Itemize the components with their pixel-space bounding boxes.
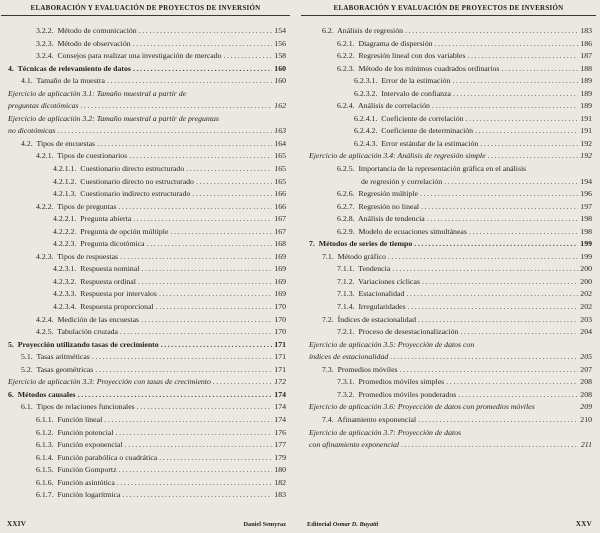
entry-page-number: 199 bbox=[580, 239, 592, 249]
entry-page-number: 191 bbox=[580, 113, 592, 123]
dot-leader bbox=[159, 288, 272, 301]
dot-leader bbox=[420, 188, 578, 201]
dot-leader bbox=[458, 389, 578, 402]
entry-page-number: 171 bbox=[274, 339, 286, 349]
toc-entry bbox=[337, 276, 592, 289]
entry-page-number: 194 bbox=[580, 176, 592, 186]
entry-text: 7.3.1. Promedios móviles simples bbox=[337, 377, 445, 387]
entry-page-number: 170 bbox=[274, 327, 286, 337]
dot-leader bbox=[446, 376, 578, 389]
entry-text: 6.1.7. Función logarítmica bbox=[36, 490, 121, 500]
entry-text: 4.2. Tipos de encuestas bbox=[21, 138, 96, 148]
toc-entry bbox=[36, 489, 286, 502]
toc-entry bbox=[36, 50, 286, 63]
dot-leader bbox=[475, 125, 578, 138]
toc-entry bbox=[53, 276, 286, 289]
toc-entry bbox=[36, 439, 286, 452]
toc-entry bbox=[354, 125, 592, 138]
entry-text: 6.2.6. Regresión múltiple bbox=[337, 189, 418, 199]
entry-text: 6.1.2. Función potencial bbox=[36, 427, 114, 437]
entry-page-number: 198 bbox=[580, 226, 592, 236]
entry-text: 6.2.5. Importancia de la representación gráfica en el análisis bbox=[337, 164, 527, 174]
publisher-label: Editorial bbox=[307, 521, 332, 528]
toc-entry bbox=[53, 163, 286, 176]
entry-page-number: 189 bbox=[580, 101, 592, 111]
entry-page-number: 169 bbox=[274, 289, 286, 299]
entry-page-number: 196 bbox=[580, 189, 592, 199]
toc-entry bbox=[337, 63, 592, 76]
entry-text: Ejercicio de aplicación 3.7: Proyección de datos bbox=[309, 427, 462, 437]
dot-leader bbox=[129, 150, 272, 163]
folio-left: XXIV bbox=[7, 520, 27, 528]
dot-leader bbox=[418, 314, 578, 327]
toc-entry bbox=[8, 100, 286, 113]
dot-leader bbox=[159, 452, 272, 465]
entry-text: 4.2.1.3. Cuestionario indirecto estructurado bbox=[53, 189, 191, 199]
toc-entry bbox=[53, 213, 286, 226]
entry-text: 6.2.4. Análisis de correlación bbox=[337, 101, 430, 111]
toc-entry bbox=[309, 150, 592, 163]
toc-entry bbox=[309, 351, 592, 364]
page-header-title: ELABORACIÓN Y EVALUACIÓN DE PROYECTOS DE INVERSIÓN bbox=[333, 4, 564, 12]
entry-text: 5.1. Tasas aritméticas bbox=[21, 352, 90, 362]
entry-text: Ejercicio de aplicación 3.5: Proyección de datos con bbox=[309, 339, 475, 349]
entry-text: 6.1.4. Función parabólica o cuadrática bbox=[36, 452, 158, 462]
toc-entry bbox=[36, 427, 286, 440]
toc-entry bbox=[322, 414, 592, 427]
entry-page-number: 168 bbox=[274, 239, 286, 249]
toc-entry bbox=[36, 452, 286, 465]
entry-page-number: 171 bbox=[274, 352, 286, 362]
toc-entry bbox=[36, 414, 286, 427]
dot-leader bbox=[453, 88, 578, 101]
entry-page-number: 165 bbox=[274, 151, 286, 161]
author-credit: Daniel Semyraz bbox=[243, 521, 286, 528]
toc-entry bbox=[322, 314, 592, 327]
entry-page-number: 165 bbox=[274, 164, 286, 174]
dot-leader bbox=[141, 314, 272, 327]
page-left bbox=[1, 0, 290, 533]
toc-entry bbox=[53, 238, 286, 251]
entry-page-number: 199 bbox=[580, 251, 592, 261]
entry-text: 6.2.4.1. Coeficiente de correlación bbox=[354, 113, 464, 123]
toc-entry bbox=[36, 464, 286, 477]
toc-entry bbox=[309, 401, 592, 414]
entry-text: 6.2.7. Regresión no lineal bbox=[337, 201, 420, 211]
dot-leader bbox=[57, 125, 272, 138]
dot-leader bbox=[401, 439, 579, 452]
dot-leader bbox=[95, 364, 272, 377]
dot-leader bbox=[460, 326, 578, 339]
toc-entry bbox=[53, 176, 286, 189]
dot-leader bbox=[224, 50, 273, 63]
dot-leader bbox=[104, 414, 272, 427]
entry-page-number: 167 bbox=[274, 226, 286, 236]
dot-leader bbox=[406, 288, 578, 301]
entry-text: 3.2.3. Método de observación bbox=[36, 38, 131, 48]
entry-page-number: 203 bbox=[580, 314, 592, 324]
toc-entry bbox=[53, 263, 286, 276]
entry-text: Ejercicio de aplicación 3.6: Proyección de datos con promedios móviles bbox=[309, 402, 535, 412]
dot-leader bbox=[133, 63, 272, 76]
toc-entry bbox=[337, 163, 592, 176]
entry-text: 6.2.4.3. Error estándar de la estimación bbox=[354, 138, 479, 148]
toc-entry bbox=[354, 75, 592, 88]
toc-entry bbox=[36, 314, 286, 327]
toc-entry bbox=[8, 63, 286, 76]
dot-leader bbox=[120, 326, 272, 339]
dot-leader bbox=[107, 75, 272, 88]
dot-leader bbox=[192, 188, 272, 201]
entry-page-number: 183 bbox=[274, 490, 286, 500]
dot-leader bbox=[81, 100, 273, 113]
entry-text: Ejercicio de aplicación 3.4: Análisis de regresión simple bbox=[309, 151, 486, 161]
entry-page-number: 177 bbox=[274, 440, 286, 450]
entry-page-number: 208 bbox=[580, 377, 592, 387]
entry-text: 4.1. Tamaño de la muestra bbox=[21, 76, 105, 86]
dot-leader bbox=[390, 351, 578, 364]
entry-text: 5.2. Tasas geométricas bbox=[21, 364, 94, 374]
toc-list-left bbox=[1, 16, 290, 502]
dot-leader bbox=[120, 251, 272, 264]
entry-text: 4.2.3.2. Respuesta ordinal bbox=[53, 276, 136, 286]
entry-page-number: 183 bbox=[580, 26, 592, 35]
toc-entry bbox=[337, 100, 592, 113]
entry-text: 6.1. Tipos de relaciones funcionales bbox=[21, 402, 135, 412]
dot-leader bbox=[139, 25, 273, 38]
entry-page-number: 163 bbox=[274, 126, 286, 136]
dot-leader bbox=[133, 38, 273, 51]
page-footer-right bbox=[307, 520, 592, 528]
toc-list-right bbox=[301, 16, 596, 452]
dot-leader bbox=[400, 364, 579, 377]
dot-leader bbox=[405, 25, 578, 38]
dot-leader bbox=[213, 376, 272, 389]
toc-entry bbox=[309, 439, 592, 452]
dot-leader bbox=[147, 238, 273, 251]
page-right bbox=[301, 0, 596, 533]
dot-leader bbox=[92, 351, 272, 364]
toc-entry bbox=[309, 427, 592, 440]
entry-page-number: 197 bbox=[580, 201, 592, 211]
entry-page-number: 204 bbox=[580, 327, 592, 337]
entry-text: 6.2.8. Análisis de tendencia bbox=[337, 214, 425, 224]
entry-page-number: 170 bbox=[274, 302, 286, 312]
entry-page-number: 200 bbox=[580, 264, 592, 274]
dot-leader bbox=[422, 276, 578, 289]
entry-page-number: 172 bbox=[274, 377, 286, 387]
toc-entry bbox=[36, 326, 286, 339]
toc-entry bbox=[21, 351, 286, 364]
toc-entry bbox=[36, 25, 286, 38]
entry-text: 4.2.1.1. Cuestionario directo estructurado bbox=[53, 164, 185, 174]
entry-page-number: 170 bbox=[274, 314, 286, 324]
dot-leader bbox=[161, 339, 273, 352]
toc-entry bbox=[36, 150, 286, 163]
dot-leader bbox=[435, 38, 579, 51]
dot-leader bbox=[125, 439, 273, 452]
entry-page-number: 169 bbox=[274, 264, 286, 274]
entry-text: 6.1.6. Función asintótica bbox=[36, 477, 115, 487]
toc-entry bbox=[21, 75, 286, 88]
entry-page-number: 156 bbox=[274, 38, 286, 48]
toc-entry bbox=[21, 364, 286, 377]
entry-page-number: 176 bbox=[274, 427, 286, 437]
toc-entry bbox=[337, 38, 592, 51]
entry-text: 4.2.2.2. Pregunta de opción múltiple bbox=[53, 226, 169, 236]
entry-page-number: 171 bbox=[274, 364, 286, 374]
entry-page-number: 211 bbox=[580, 440, 592, 450]
entry-text: 6.1.1. Función lineal bbox=[36, 414, 103, 424]
entry-page-number: 189 bbox=[580, 88, 592, 98]
entry-page-number: 202 bbox=[580, 289, 592, 299]
dot-leader bbox=[392, 263, 578, 276]
entry-text: 6.2.2. Regresión lineal con dos variables bbox=[337, 51, 466, 61]
toc-entry bbox=[36, 477, 286, 490]
entry-page-number: 162 bbox=[274, 101, 286, 111]
toc-entry bbox=[337, 188, 592, 201]
entry-text: 4.2.2.1. Pregunta abierta bbox=[53, 214, 132, 224]
entry-text: 7.4. Afinamiento exponencial bbox=[322, 414, 417, 424]
dot-leader bbox=[418, 414, 578, 427]
dot-leader bbox=[414, 238, 578, 251]
page-footer-left bbox=[7, 520, 286, 528]
toc-entry bbox=[337, 326, 592, 339]
entry-text: 7.1.1. Tendencia bbox=[337, 264, 391, 274]
page-header-title: ELABORACIÓN Y EVALUACIÓN DE PROYECTOS DE INVERSIÓN bbox=[30, 4, 261, 12]
entry-text: 6.2.1. Diagrama de dispersión bbox=[337, 38, 433, 48]
entry-text: 7.2. Índices de estacionalidad bbox=[322, 314, 416, 324]
entry-page-number: 166 bbox=[274, 189, 286, 199]
entry-text: Ejercicio de aplicación 3.3: Proyección con tasas de crecimiento bbox=[8, 377, 211, 387]
page-header-left bbox=[1, 4, 290, 16]
publisher-name: Osmar D. Buyatti bbox=[332, 521, 379, 528]
toc-entry bbox=[8, 376, 286, 389]
dot-leader bbox=[133, 213, 272, 226]
entry-text: 5. Proyección utilizando tasas de crecimiento bbox=[8, 339, 159, 349]
toc-entry bbox=[337, 50, 592, 63]
dot-leader bbox=[444, 176, 578, 189]
dot-leader bbox=[452, 75, 578, 88]
entry-text: con afinamiento exponencial bbox=[309, 440, 400, 450]
entry-text: 7.1. Método gráfico bbox=[322, 251, 386, 261]
entry-page-number: 160 bbox=[274, 76, 286, 86]
toc-entry bbox=[53, 301, 286, 314]
dot-leader bbox=[488, 150, 579, 163]
entry-text: 7.2.1. Proceso de desestacionalización bbox=[337, 327, 459, 337]
entry-text: índices de estacionalidad bbox=[309, 352, 389, 362]
folio-right: XXV bbox=[575, 520, 592, 528]
toc-entry bbox=[8, 88, 286, 101]
entry-page-number: 198 bbox=[580, 214, 592, 224]
entry-text: 6.2.4.2. Coeficiente de determinación bbox=[354, 126, 474, 136]
entry-text: 6.2.3.2. Intervalo de confianza bbox=[354, 88, 451, 98]
dot-leader bbox=[138, 276, 272, 289]
entry-text: 3.2.4. Consejos para realizar una investigación de mercado bbox=[36, 51, 222, 61]
dot-leader bbox=[156, 301, 273, 314]
entry-page-number: 189 bbox=[580, 76, 592, 86]
entry-text: 4.2.3. Tipos de respuestas bbox=[36, 251, 119, 261]
toc-entry bbox=[8, 125, 286, 138]
entry-text: 6.1.3. Función exponencial bbox=[36, 440, 123, 450]
entry-text: 7.1.2. Variaciones cíclicas bbox=[337, 276, 420, 286]
toc-entry bbox=[8, 339, 286, 352]
toc-entry bbox=[322, 25, 592, 38]
entry-page-number: 191 bbox=[580, 126, 592, 136]
entry-text: 7. Métodos de series de tiempo bbox=[309, 239, 413, 249]
entry-page-number: 180 bbox=[274, 465, 286, 475]
entry-text: 6.1.5. Función Gomportz bbox=[36, 465, 117, 475]
dot-leader bbox=[466, 113, 579, 126]
entry-text: 4.2.4. Medición de las encuestas bbox=[36, 314, 140, 324]
dot-leader bbox=[170, 226, 272, 239]
entry-text: 6.2.3.1. Error de la estimación bbox=[354, 76, 451, 86]
entry-text: 4.2.1.2. Cuestionario directo no estructurado bbox=[53, 176, 194, 186]
entry-text: 6.2. Análisis de regresión bbox=[322, 26, 403, 35]
dot-leader bbox=[467, 50, 578, 63]
entry-text: 6.2.9. Modelo de ecuaciones simultáneas bbox=[337, 226, 467, 236]
entry-text: Ejercicio de aplicación 3.2: Tamaño muestral a partir de preguntas bbox=[8, 113, 219, 123]
toc-entry bbox=[36, 38, 286, 51]
toc-entry bbox=[53, 226, 286, 239]
toc-entry bbox=[53, 288, 286, 301]
entry-page-number: 174 bbox=[274, 414, 286, 424]
entry-text: 7.1.4. Irregularidades bbox=[337, 302, 406, 312]
toc-entry bbox=[354, 138, 592, 151]
dot-leader bbox=[118, 201, 272, 214]
entry-page-number: 169 bbox=[274, 251, 286, 261]
toc-entry bbox=[337, 301, 592, 314]
entry-text: 3.2.2. Método de comunicación bbox=[36, 26, 137, 35]
entry-page-number: 192 bbox=[580, 151, 592, 161]
toc-entry bbox=[337, 263, 592, 276]
entry-page-number: 186 bbox=[580, 38, 592, 48]
entry-page-number: 192 bbox=[580, 138, 592, 148]
publisher-credit bbox=[307, 521, 378, 528]
page-header-right bbox=[301, 4, 596, 16]
toc-entry bbox=[322, 251, 592, 264]
entry-text: 4.2.5. Tabulación cruzada bbox=[36, 327, 119, 337]
entry-text: de regresión y correlación bbox=[361, 176, 443, 186]
entry-page-number: 187 bbox=[580, 51, 592, 61]
entry-page-number: 169 bbox=[274, 276, 286, 286]
entry-text: 4.2.2. Tipos de preguntas bbox=[36, 201, 117, 211]
dot-leader bbox=[421, 201, 578, 214]
entry-page-number: 205 bbox=[580, 352, 592, 362]
entry-text: 6. Métodos causales bbox=[8, 389, 76, 399]
entry-page-number: 165 bbox=[274, 176, 286, 186]
toc-entry bbox=[21, 401, 286, 414]
entry-text: 4.2.3.3. Respuesta por intervalos bbox=[53, 289, 157, 299]
toc-entry bbox=[8, 113, 286, 126]
dot-leader bbox=[116, 427, 273, 440]
entry-text: 7.1.3. Estacionalidad bbox=[337, 289, 405, 299]
entry-page-number: 174 bbox=[274, 389, 286, 399]
dot-leader bbox=[469, 226, 578, 239]
dot-leader bbox=[480, 138, 578, 151]
entry-page-number: 164 bbox=[274, 138, 286, 148]
toc-entry bbox=[21, 138, 286, 151]
entry-text: 4.2.3.1. Respuesta nominal bbox=[53, 264, 140, 274]
toc-entry bbox=[8, 389, 286, 402]
dot-leader bbox=[78, 389, 273, 402]
entry-text: Ejercicio de aplicación 3.1: Tamaño muestral a partir de bbox=[8, 88, 187, 98]
dot-leader bbox=[117, 477, 272, 490]
toc-entry bbox=[36, 201, 286, 214]
entry-text: no dicotómicas bbox=[8, 126, 56, 136]
entry-text: 7.3. Promedios móviles bbox=[322, 364, 398, 374]
toc-entry bbox=[36, 251, 286, 264]
toc-entry bbox=[337, 376, 592, 389]
entry-page-number: 160 bbox=[274, 63, 286, 73]
entry-page-number: 154 bbox=[274, 26, 286, 35]
dot-leader bbox=[196, 176, 272, 189]
entry-page-number: 182 bbox=[274, 477, 286, 487]
dot-leader bbox=[186, 163, 272, 176]
toc-entry bbox=[337, 389, 592, 402]
dot-leader bbox=[137, 401, 273, 414]
entry-page-number: 210 bbox=[580, 414, 592, 424]
entry-text: 4.2.2.3. Pregunta dicotómica bbox=[53, 239, 145, 249]
toc-entry bbox=[337, 213, 592, 226]
dot-leader bbox=[119, 464, 273, 477]
entry-page-number: 167 bbox=[274, 214, 286, 224]
entry-page-number: 158 bbox=[274, 51, 286, 61]
toc-entry bbox=[337, 288, 592, 301]
toc-entry bbox=[337, 226, 592, 239]
entry-page-number: 209 bbox=[580, 402, 592, 412]
dot-leader bbox=[408, 301, 579, 314]
entry-page-number: 202 bbox=[580, 302, 592, 312]
dot-leader bbox=[427, 213, 579, 226]
toc-entry bbox=[309, 238, 592, 251]
toc-entry bbox=[322, 364, 592, 377]
dot-leader bbox=[432, 100, 578, 113]
toc-entry bbox=[53, 188, 286, 201]
entry-page-number: 188 bbox=[580, 63, 592, 73]
entry-text: 4. Técnicas de relevamiento de datos bbox=[8, 63, 131, 73]
toc-entry bbox=[354, 113, 592, 126]
toc-entry bbox=[309, 339, 592, 352]
toc-entry bbox=[337, 201, 592, 214]
entry-page-number: 208 bbox=[580, 389, 592, 399]
dot-leader bbox=[141, 263, 272, 276]
entry-page-number: 166 bbox=[274, 201, 286, 211]
entry-text: 4.2.1. Tipos de cuestionarios bbox=[36, 151, 128, 161]
dot-leader bbox=[122, 489, 272, 502]
entry-text: preguntas dicotómicas bbox=[8, 101, 79, 111]
entry-text: 6.2.3. Método de los mínimos cuadrados ordinarios bbox=[337, 63, 500, 73]
entry-page-number: 179 bbox=[274, 452, 286, 462]
dot-leader bbox=[388, 251, 578, 264]
entry-page-number: 207 bbox=[580, 364, 592, 374]
toc-entry bbox=[354, 88, 592, 101]
toc-entry bbox=[361, 176, 592, 189]
entry-page-number: 174 bbox=[274, 402, 286, 412]
dot-leader bbox=[501, 63, 578, 76]
dot-leader bbox=[97, 138, 272, 151]
entry-page-number: 200 bbox=[580, 276, 592, 286]
entry-text: 7.3.2. Promedios móviles ponderados bbox=[337, 389, 457, 399]
entry-text: 4.2.3.4. Respuesta proporcional bbox=[53, 302, 154, 312]
